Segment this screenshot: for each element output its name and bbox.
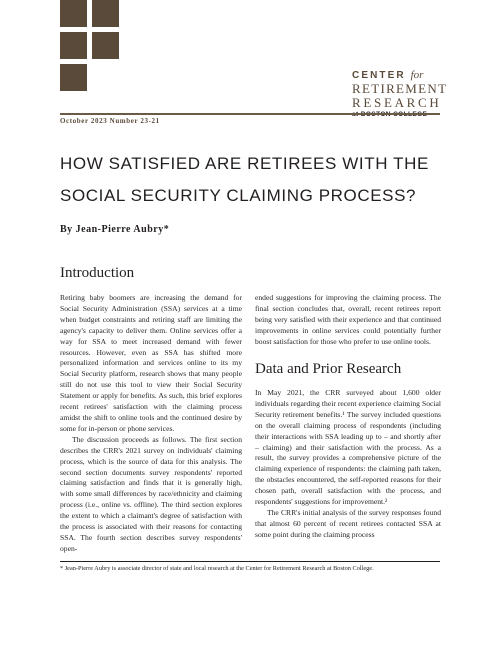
left-column	[60, 293, 242, 555]
data-section-heading: Data and Prior Research	[255, 361, 402, 377]
header-rule	[60, 113, 440, 115]
logo-line-3: RESEARCH	[352, 95, 442, 110]
footnote-rule	[60, 561, 440, 562]
logo-line-4	[352, 110, 442, 120]
logo-line-2: RETIREMENT	[352, 81, 448, 96]
intro-paragraph-2: The discussion proceeds as follows. The first section describes the CRR's 2021 survey on individuals' claiming process, which is the source of data for this analysis. The second section documents survey respondents' reported claiming satisfaction and finds that it is generally high, with some small differences by race/ethnicity and claiming process (i.e., online vs. offline). The third section explores the extent to which a claimant's degree of satisfaction with the process is associated with their reasons for contacting SSA. The fourth section describes survey respondents' open-	[60, 434, 242, 553]
issue-line: October 2023 Number 23-21	[60, 117, 160, 125]
header-block-2	[92, 0, 119, 27]
page-title	[60, 148, 450, 212]
header-block-1	[60, 0, 87, 27]
intro-paragraph-1: Retiring baby boomers are increasing the demand for Social Security Administration (SSA) services at a time when budget constraints and retiring staff are limiting the agency's capacity to deliver them. Online services offer a way for SSA to meet increased demand with fewer resources. However, even as SSA has shifted more personalized information and services online to its my Social Security platform, research shows that many people still do not use this tool to view their Social Security Statement or apply for benefits. As such, this brief explores recent retirees' satisfaction with the claiming process amidst the shift to online tools and the continued desire by some for in-person or phone services.	[60, 293, 242, 433]
header-block-3	[60, 32, 87, 59]
data-paragraph-1: In May 2021, the CRR surveyed about 1,600 older individuals regarding their recent experience claiming Social Security retirement benefits.¹ The survey included questions on the overall claiming process of respondents (including their interactions with SSA leading up to – and shortly after – claiming) and their satisfaction with the process. As a result, the survey provides a comprehensive picture of the claiming experience of respondents: the claiming path taken, the obstacles encountered, the self-reported reasons for their chosen path, overall satisfaction with the process, and respondents' suggestions for improvement.²	[255, 388, 441, 507]
introduction-heading: Introduction	[60, 265, 135, 281]
byline: By Jean-Pierre Aubry*	[60, 224, 170, 235]
author-footnote: * Jean-Pierre Aubry is associate director of state and local research at the Center for Retirement Research at Boston College.	[60, 565, 374, 572]
data-paragraph-2: The CRR's initial analysis of the survey responses found that almost 60 percent of recent retirees contacted SSA at some point during the claiming process	[255, 507, 441, 539]
right-column-bottom	[255, 388, 441, 541]
title-line-1: HOW SATISFIED ARE RETIREES WITH THE	[60, 154, 429, 173]
header-block-4	[92, 32, 119, 59]
right-column-top	[255, 293, 441, 348]
title-line-2: SOCIAL SECURITY CLAIMING PROCESS?	[60, 186, 417, 205]
intro-paragraph-3: ended suggestions for improving the claiming process. The final section concludes that, overall, recent retirees report being very satisfied with their experience and that continued improvements in online services could potentially further boost satisfaction for those who prefer to use online tools.	[255, 293, 441, 346]
header-block-5	[60, 64, 87, 91]
logo-line-1: CENTER for	[352, 69, 424, 81]
